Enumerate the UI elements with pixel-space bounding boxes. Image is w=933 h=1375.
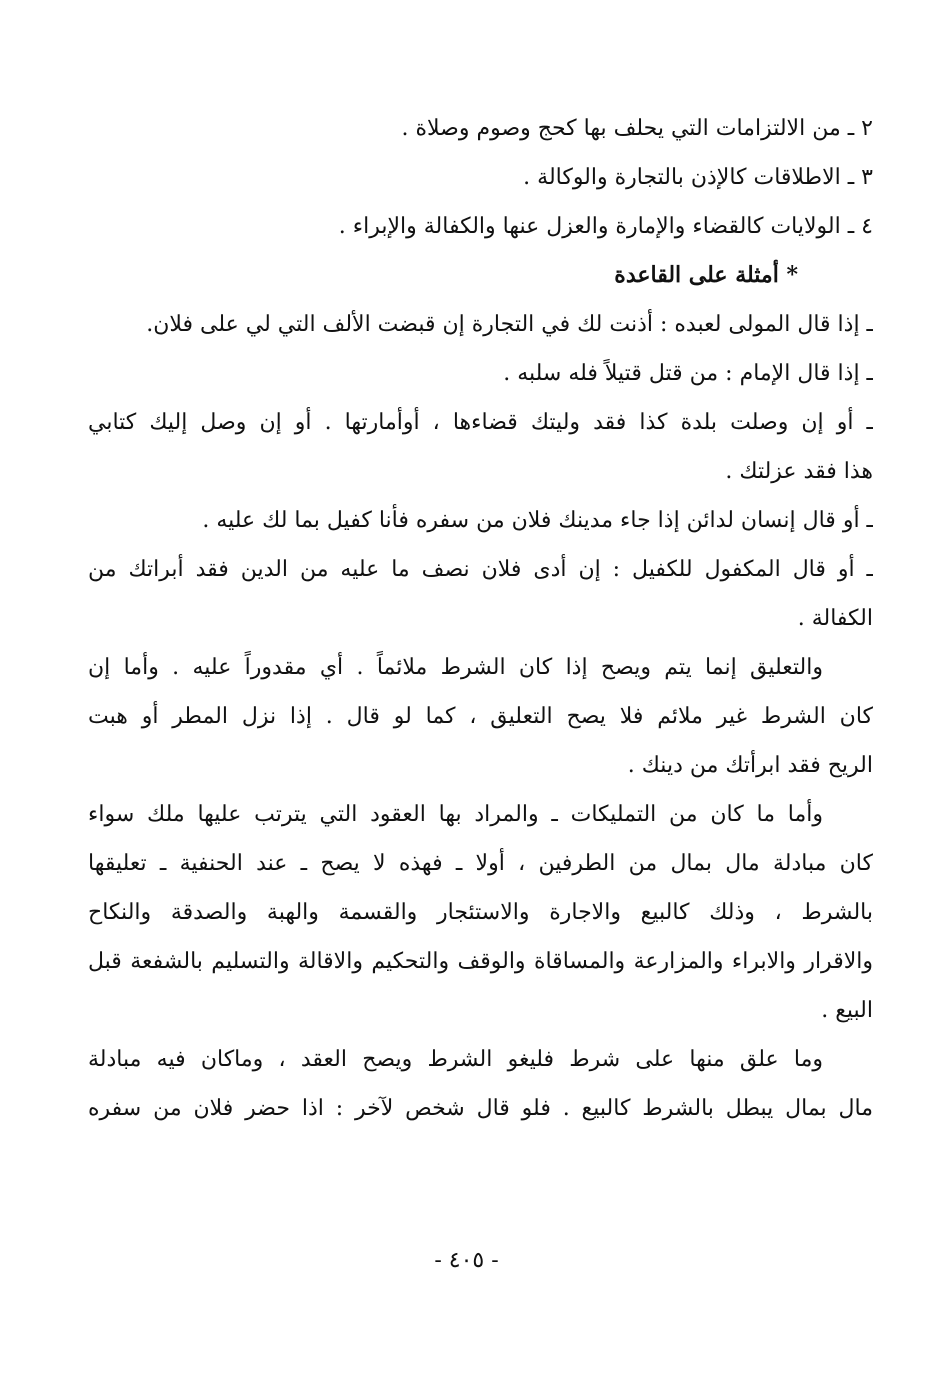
paragraph-line: والتعليق إنما يتم ويصح إذا كان الشرط ملائماً . أي مقدوراً عليه . وأما إن xyxy=(88,655,823,680)
page-body xyxy=(88,104,873,1133)
section-heading: * أمثلة على القاعدة xyxy=(614,262,798,288)
paragraph-line: والاقرار والابراء والمزارعة والمساقاة والوقف والتحكيم والاقالة والتسليم بالشفعة قبل xyxy=(88,949,873,974)
example-line: ـ إذا قال الإمام : من قتل قتيلاً فله سلبه . xyxy=(503,361,873,386)
example-line: ـ أو إن وصلت بلدة كذا فقد وليتك قضاءها ، أوأمارتها . أو إن وصل إليك كتابي xyxy=(88,410,873,435)
list-item: ٤ ـ الولايات كالقضاء والإمارة والعزل عنها والكفالة والإبراء . xyxy=(338,214,873,239)
paragraph-line: كان مبادلة مال بمال من الطرفين ، أولا ـ فهذه لا يصح ـ عند الحنفية ـ تعليقها xyxy=(88,851,873,876)
paragraph-line: الريح فقد ابرأتك من دينك . xyxy=(627,753,873,778)
example-line: ـ أو قال إنسان لدائن إذا جاء مدينك فلان من سفره فأنا كفيل بما لك عليه . xyxy=(202,508,873,533)
example-line: هذا فقد عزلتك . xyxy=(725,459,873,484)
paragraph-line: بالشرط ، وذلك كالبيع والاجارة والاستئجار والقسمة والهبة والصدقة والنكاح xyxy=(88,900,873,925)
paragraph-line: البيع . xyxy=(821,998,873,1023)
paragraph-line: كان الشرط غير ملائم فلا يصح التعليق ، كما لو قال . إذا نزل المطر أو هبت xyxy=(88,704,873,729)
paragraph-line: وأما ما كان من التمليكات ـ والمراد بها العقود التي يترتب عليها ملك سواء xyxy=(88,802,823,827)
list-item: ٢ ـ من الالتزامات التي يحلف بها كحج وصوم وصلاة . xyxy=(401,116,873,141)
page-number: - ٤٠٥ - xyxy=(434,1248,499,1273)
list-item: ٣ ـ الاطلاقات كالإذن بالتجارة والوكالة . xyxy=(523,165,873,190)
example-line: الكفالة . xyxy=(797,606,873,631)
paragraph-line: مال بمال يبطل بالشرط كالبيع . فلو قال شخص لآخر : اذا حضر فلان من سفره xyxy=(88,1096,873,1121)
example-line: ـ إذا قال المولى لعبده : أذنت لك في التجارة إن قبضت الألف التي لي على فلان. xyxy=(146,312,873,337)
paragraph-line: وما علق منها على شرط فليغو الشرط ويصح العقد ، وماكان فيه مبادلة xyxy=(88,1047,823,1072)
example-line: ـ أو قال المكفول للكفيل : إن أدى فلان نصف ما عليه من الدين فقد أبراتك من xyxy=(88,557,873,582)
